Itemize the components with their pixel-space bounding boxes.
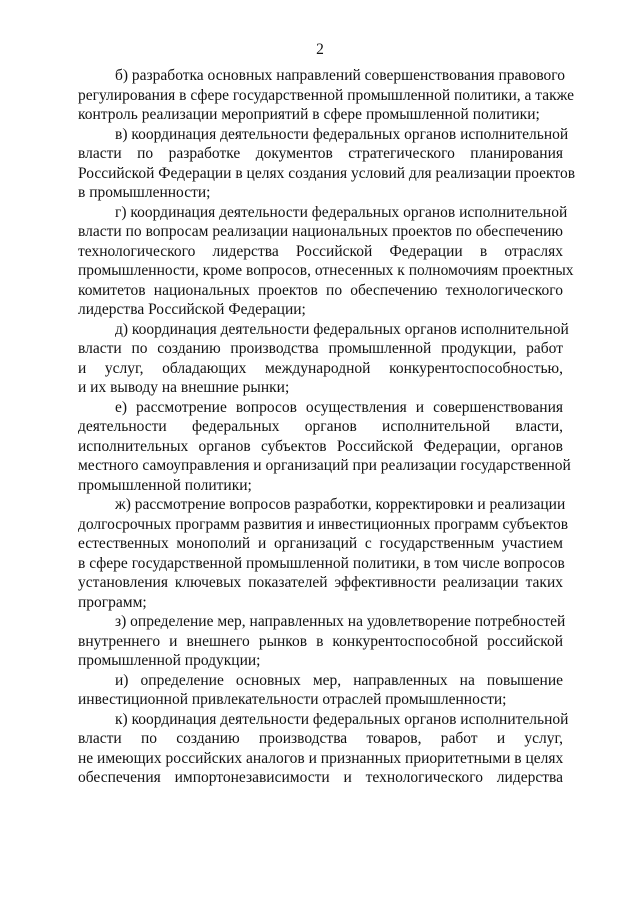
text-line: промышленности, кроме вопросов, отнесенных к полномочиям проектных (78, 262, 574, 279)
text-line: е) рассмотрение вопросов осуществления и совершенствования (115, 398, 563, 416)
text-line: инвестиционной привлекательности отраслей промышленности; (78, 691, 507, 708)
text-line: в сфере государственной промышленной политики, в том числе вопросов (78, 554, 565, 572)
text-line: и услуг, обладающих международной конкурентоспособностью, (78, 359, 563, 377)
text-line: местного самоуправления и организаций при реализации государственной (78, 457, 571, 474)
text-line: обеспечения импортонезависимости и технологического лидерства (78, 769, 563, 786)
text-line: в промышленности; (78, 184, 211, 201)
paragraph-zh (78, 495, 569, 612)
text-line: власти по разработке документов стратегического планирования (78, 145, 563, 162)
text-line: исполнительных органов субъектов Российской Федерации, органов (78, 437, 563, 455)
text-line: к) координация деятельности федеральных органов исполнительной (115, 710, 569, 728)
text-line: программ; (78, 593, 147, 611)
text-line: долгосрочных программ развития и инвестиционных программ субъектов (78, 515, 569, 533)
text-line: комитетов национальных проектов по обеспечению технологического (78, 281, 563, 299)
document-body (78, 66, 576, 788)
text-line: власти по вопросам реализации национальных проектов по обеспечению (78, 223, 563, 240)
text-line: д) координация деятельности федеральных органов исполнительной (115, 320, 569, 338)
text-line: контроль реализации мероприятий в сфере промышленной политики; (78, 106, 540, 123)
text-line: не имеющих российских аналогов и признанных приоритетными в целях (78, 749, 564, 767)
text-line: ж) рассмотрение вопросов разработки, корректировки и реализации (115, 496, 566, 513)
paragraph-d (78, 320, 569, 398)
text-line: з) определение мер, направленных на удовлетворение потребностей (115, 613, 566, 630)
text-line: технологического лидерства Российской Федерации в отраслях (78, 242, 563, 260)
text-line: г) координация деятельности федеральных органов исполнительной (115, 203, 568, 221)
paragraph-i (78, 671, 563, 710)
paragraph-k (78, 710, 569, 788)
text-line: в) координация деятельности федеральных органов исполнительной (115, 125, 569, 143)
text-line: внутреннего и внешнего рынков в конкурентоспособной российской (78, 632, 563, 650)
paragraph-e (78, 398, 571, 496)
text-line: власти по созданию производства товаров, работ и услуг, (78, 730, 563, 747)
page-number: 2 (316, 41, 324, 58)
text-line: деятельности федеральных органов исполнительной власти, (78, 418, 563, 435)
text-line: установления ключевых показателей эффективности реализации таких (78, 574, 563, 591)
text-line: регулирования в сфере государственной промышленной политики, а также (78, 86, 575, 104)
text-line: и) определение основных мер, направленных на повышение (115, 671, 563, 689)
paragraph-v (78, 125, 576, 203)
paragraph-g (78, 203, 574, 320)
text-line: б) разработка основных направлений совершенствования правового (115, 67, 566, 84)
text-line: лидерства Российской Федерации; (78, 301, 306, 318)
paragraph-z (78, 612, 566, 671)
paragraph-b (78, 66, 575, 125)
text-line: власти по созданию производства промышленной продукции, работ (78, 340, 563, 357)
text-line: и их выводу на внешние рынки; (78, 379, 290, 396)
text-line: промышленной продукции; (78, 652, 261, 669)
text-line: Российской Федерации в целях создания условий для реализации проектов (78, 164, 576, 182)
text-line: естественных монополий и организаций с государственным участием (78, 535, 563, 552)
text-line: промышленной политики; (78, 476, 252, 494)
